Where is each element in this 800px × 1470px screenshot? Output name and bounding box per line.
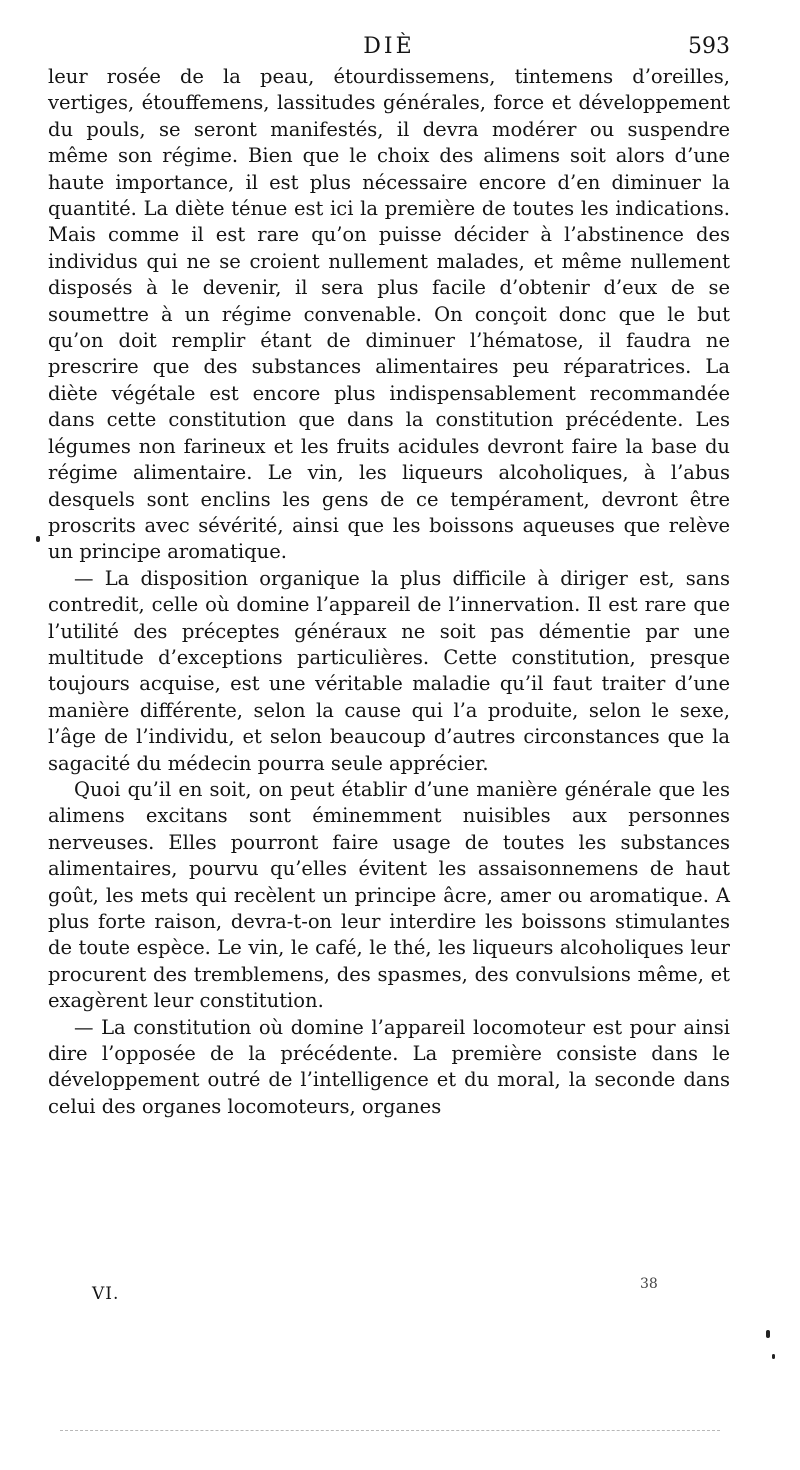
ink-speck: [36, 536, 40, 542]
ink-speck: [766, 1330, 770, 1338]
body-text: [48, 64, 730, 1120]
page-number: 593: [688, 34, 730, 59]
paragraph-locomotor-constitution: — La constitution où domine l’appareil locomoteur est pour ainsi dire l’opposée de la précédente. La première consiste dans le développement outré de l’intelligence et du moral, la seconde dans celui des organes locomoteurs, organes: [48, 1015, 730, 1118]
signature-mark: VI.: [92, 1284, 120, 1304]
bottom-rule: [60, 1430, 720, 1431]
paragraph-nervous-constitution: — La disposition organique la plus difficile à diriger est, sans contredit, celle où domine l’appareil de l’innervation. Il est rare que l’utilité des préceptes généraux ne soit pas démentie par une multitude d’exceptions particulières. Cette constitution, presque toujours acquise, est une véritable maladie qu’il faut traiter d’une manière différente, selon la cause qui l’a produite, selon le sexe, l’âge de l’individu, et selon beaucoup d’autres circonstances que la sagacité du médecin pourra seule apprécier.: [48, 566, 730, 775]
paragraph-sanguine-regimen: leur rosée de la peau, étourdissemens, tintemens d’oreilles, vertiges, étouffemens, lassitudes générales, force et développement du pouls, se seront manifestés, il devra modérer ou suspendre même son régime. Bien que le choix des alimens soit alors d’une haute importance, il est plus nécessaire encore d’en diminuer la quantité. La diète ténue est ici la première de toutes les indications. Mais comme il est rare qu’on puisse décider à l’abstinence des individus qui ne se croient nullement malades, et même nullement disposés à le devenir, il sera plus facile d’obtenir d’eux de se soumettre à un régime convenable. On conçoit donc que le but qu’on doit remplir étant de diminuer l’hématose, il faudra ne prescrire que des substances alimentaires peu réparatrices. La diète végétale est encore plus indispensablement recommandée dans cette constitution que dans la constitution précédente. Les légumes non farineux et les fruits acidules devront faire la base du régime alimentaire. Le vin, les liqueurs alcoholiques, à l’abus desquels sont enclins les gens de ce tempérament, devront être proscrits avec sévérité, ainsi que les boissons aqueuses que relève un principe aromatique.: [48, 65, 730, 564]
ink-speck: [772, 1354, 775, 1359]
running-head: [48, 34, 730, 64]
signature-number: 38: [640, 1276, 658, 1292]
running-title: DIÈ: [363, 34, 415, 59]
paragraph-nervous-diet: Quoi qu’il en soit, on peut établir d’une manière générale que les alimens excitans sont éminemment nuisibles aux personnes nerveuses. Elles pourront faire usage de toutes les substances alimentaires, pourvu qu’elles évitent les assaisonnemens de haut goût, les mets qui recèlent un principe âcre, amer ou aromatique. A plus forte raison, devra-t-on leur interdire les boissons stimulantes de toute espèce. Le vin, le café, le thé, les liqueurs alcoholiques leur procurent des tremblemens, des spasmes, des convulsions même, et exagèrent leur constitution.: [48, 777, 730, 1013]
